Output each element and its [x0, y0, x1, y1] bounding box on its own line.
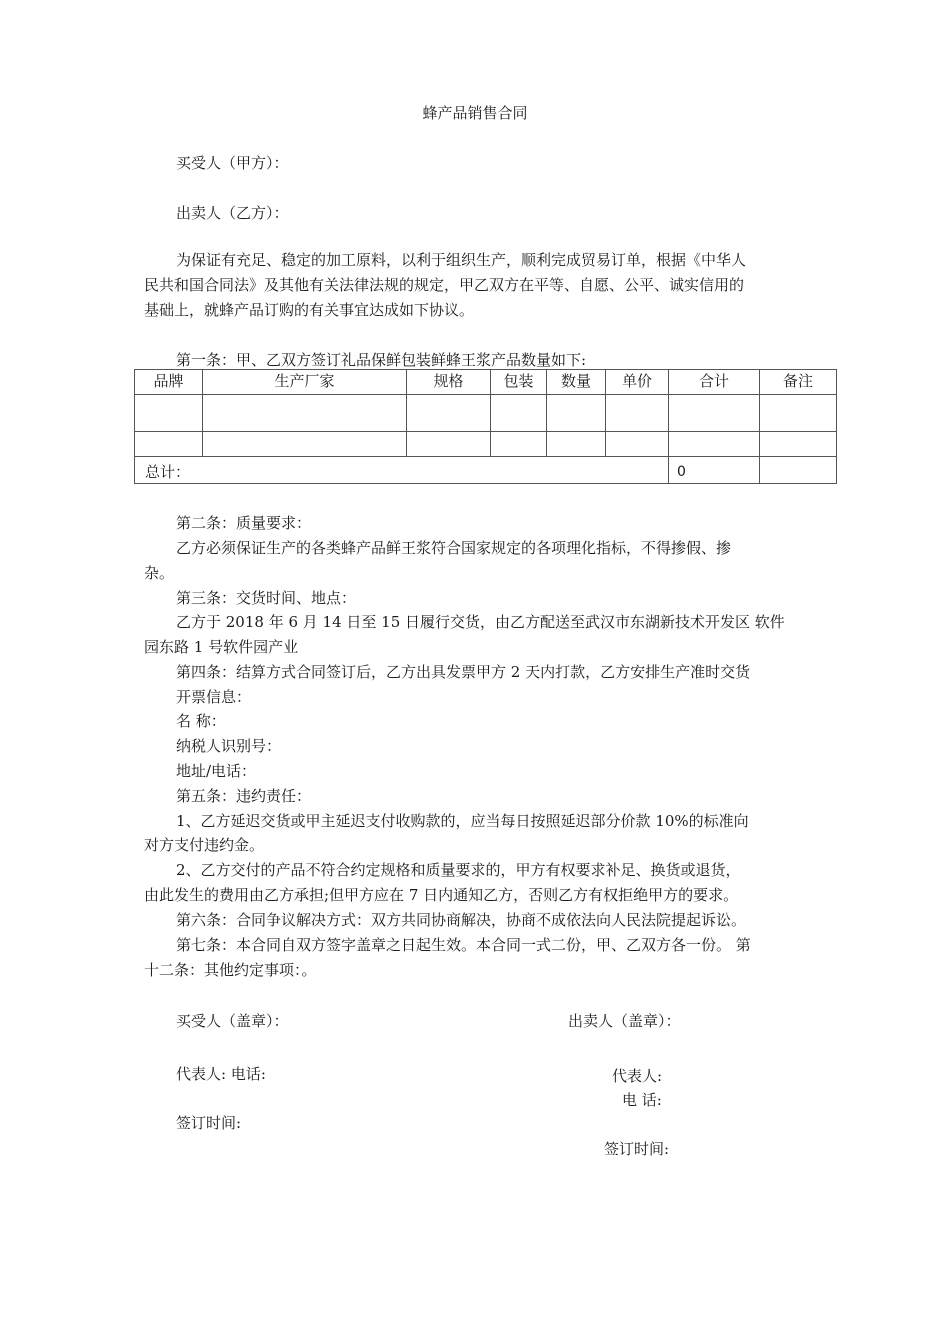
document-title: 蜂产品销售合同 [422, 104, 528, 122]
total-value: 0 [669, 457, 760, 484]
col-header-quantity: 数量 [547, 370, 606, 395]
intro-line-3: 基础上，就蜂产品订购的有关事宜达成如下协议。 [144, 301, 475, 319]
total-label: 总计： [135, 457, 669, 484]
table-header-row [135, 370, 837, 395]
col-header-manufacturer: 生产厂家 [203, 370, 407, 395]
table-cell [203, 432, 407, 457]
article-5-item-1-line-1: 1、乙方延迟交货或甲主延迟支付收购款的，应当每日按照延迟部分价款 10%的标准向 [176, 812, 749, 830]
table-cell [669, 395, 760, 432]
taxpayer-id-label: 纳税人识别号： [176, 737, 282, 755]
address-phone-label: 地址/电话： [176, 762, 257, 780]
table-cell [669, 432, 760, 457]
article-3-heading: 第三条：交货时间、地点： [176, 589, 357, 607]
article-2-body-line-2: 杂。 [144, 564, 175, 582]
table-row [135, 395, 837, 432]
col-header-spec: 规格 [407, 370, 491, 395]
table-cell [760, 457, 837, 484]
col-header-subtotal: 合计 [669, 370, 760, 395]
article-3-body-line-2: 园东路 1 号软件园产业 [144, 638, 299, 656]
col-header-remarks: 备注 [760, 370, 837, 395]
buyer-seal-label: 买受人（盖章）： [176, 1012, 289, 1030]
table-total-row [135, 457, 837, 484]
table-row [135, 432, 837, 457]
article-2-body-line-1: 乙方必须保证生产的各类蜂产品鲜王浆符合国家规定的各项理化指标，不得掺假、掺 [176, 539, 732, 557]
table-cell [407, 432, 491, 457]
article-5-heading: 第五条：违约责任： [176, 787, 312, 805]
article-7-line-1: 第七条：本合同自双方签字盖章之日起生效。本合同一式二份，甲、乙双方各一份。 第 [176, 936, 751, 954]
seller-label: 出卖人（乙方）： [176, 204, 289, 222]
buyer-representative-phone-label: 代表人: 电话: [176, 1065, 266, 1083]
article-2-heading: 第二条：质量要求： [176, 514, 312, 532]
buyer-label: 买受人（甲方）： [176, 154, 289, 172]
seller-phone-label: 电 话: [622, 1091, 662, 1109]
table-cell [606, 395, 669, 432]
buyer-sign-date-label: 签订时间: [176, 1114, 242, 1132]
seller-sign-date-label: 签订时间: [604, 1140, 670, 1158]
seller-representative-label: 代表人: [612, 1067, 663, 1085]
table-cell [547, 395, 606, 432]
article-7-line-2: 十二条：其他约定事项：。 [144, 961, 317, 979]
intro-line-1: 为保证有充足、稳定的加工原料，以利于组织生产，顺利完成贸易订单，根据《中华人 [176, 251, 747, 269]
table-cell [760, 432, 837, 457]
table-cell [203, 395, 407, 432]
col-header-package: 包装 [491, 370, 547, 395]
intro-line-2: 民共和国合同法》及其他有关法律法规的规定，甲乙双方在平等、自愿、公平、诚实信用的 [144, 276, 745, 294]
table-cell [407, 395, 491, 432]
invoice-name-label: 名 称： [176, 712, 226, 730]
table-cell [606, 432, 669, 457]
invoice-info-label: 开票信息： [176, 688, 252, 706]
seller-seal-label: 出卖人（盖章）： [568, 1012, 681, 1030]
product-table [134, 369, 837, 484]
article-5-item-1-line-2: 对方支付违约金。 [144, 836, 265, 854]
table-cell [491, 395, 547, 432]
col-header-unit-price: 单价 [606, 370, 669, 395]
table-cell [135, 395, 203, 432]
article-4-heading: 第四条：结算方式合同签订后，乙方出具发票甲方 2 天内打款，乙方安排生产准时交货 [176, 663, 751, 681]
table-cell [135, 432, 203, 457]
table-cell [760, 395, 837, 432]
article-6-text: 第六条：合同争议解决方式：双方共同协商解决，协商不成依法向人民法院提起诉讼。 [176, 911, 747, 929]
article-5-item-2-line-1: 2、乙方交付的产品不符合约定规格和质量要求的，甲方有权要求补足、换货或退货， [176, 861, 741, 879]
article-3-body-line-1: 乙方于 2018 年 6 月 14 日至 15 日履行交货，由乙方配送至武汉市东湖新技术开发区 软件 [176, 613, 785, 631]
article-1-heading: 第一条：甲、乙双方签订礼品保鲜包装鲜蜂王浆产品数量如下: [176, 351, 587, 369]
table-cell [547, 432, 606, 457]
table-cell [491, 432, 547, 457]
col-header-brand: 品牌 [135, 370, 203, 395]
article-5-item-2-line-2: 由此发生的费用由乙方承担;但甲方应在 7 日内通知乙方，否则乙方有权拒绝甲方的要求。 [144, 886, 739, 904]
